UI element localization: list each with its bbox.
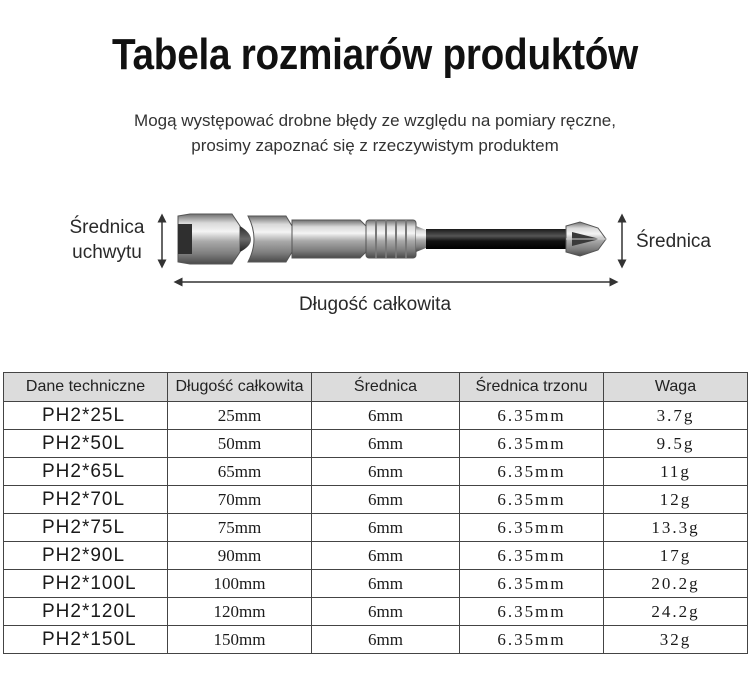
cell-model: PH2*70L (4, 486, 168, 514)
cell-length: 150mm (168, 626, 312, 654)
subtitle-line-2: prosimy zapoznać się z rzeczywistym produktem (191, 136, 559, 155)
cell-weight: 3.7g (604, 402, 748, 430)
cell-length: 65mm (168, 458, 312, 486)
cell-length: 25mm (168, 402, 312, 430)
cell-model: PH2*100L (4, 570, 168, 598)
header-diameter: Średnica (312, 373, 460, 402)
cell-length: 120mm (168, 598, 312, 626)
cell-diameter: 6mm (312, 570, 460, 598)
table-header-row (4, 373, 748, 402)
cell-length: 70mm (168, 486, 312, 514)
cell-shank-diameter: 6.35mm (460, 626, 604, 654)
cell-shank-diameter: 6.35mm (460, 430, 604, 458)
cell-model: PH2*25L (4, 402, 168, 430)
cell-length: 75mm (168, 514, 312, 542)
cell-length: 50mm (168, 430, 312, 458)
page-subtitle (0, 108, 750, 158)
cell-diameter: 6mm (312, 542, 460, 570)
cell-shank-diameter: 6.35mm (460, 458, 604, 486)
tip-diameter-label: Średnica (636, 231, 711, 252)
cell-weight: 32g (604, 626, 748, 654)
cell-shank-diameter: 6.35mm (460, 542, 604, 570)
table-row (4, 598, 748, 626)
knurled-collar (366, 220, 426, 258)
cell-length: 100mm (168, 570, 312, 598)
cell-diameter: 6mm (312, 430, 460, 458)
cell-weight: 9.5g (604, 430, 748, 458)
cell-weight: 20.2g (604, 570, 748, 598)
table-row (4, 570, 748, 598)
table-body (4, 402, 748, 654)
table-row (4, 626, 748, 654)
header-total-length: Długość całkowita (168, 373, 312, 402)
hex-shank (178, 214, 366, 264)
black-shaft (426, 229, 566, 249)
table-row (4, 458, 748, 486)
table-row (4, 486, 748, 514)
specification-table (3, 372, 748, 654)
cell-model: PH2*120L (4, 598, 168, 626)
cell-weight: 13.3g (604, 514, 748, 542)
cell-model: PH2*65L (4, 458, 168, 486)
cell-diameter: 6mm (312, 486, 460, 514)
cell-diameter: 6mm (312, 458, 460, 486)
total-length-label: Długość całkowita (298, 294, 452, 315)
cell-diameter: 6mm (312, 514, 460, 542)
subtitle-line-1: Mogą występować drobne błędy ze względu na pomiary ręczne, (134, 111, 616, 130)
cell-diameter: 6mm (312, 402, 460, 430)
cell-weight: 12g (604, 486, 748, 514)
cell-shank-diameter: 6.35mm (460, 514, 604, 542)
cell-diameter: 6mm (312, 626, 460, 654)
cell-model: PH2*90L (4, 542, 168, 570)
cell-shank-diameter: 6.35mm (460, 598, 604, 626)
grip-diameter-label (62, 215, 152, 265)
cell-diameter: 6mm (312, 598, 460, 626)
grip-label-line-2: uchwytu (72, 242, 142, 263)
cell-length: 90mm (168, 542, 312, 570)
cell-weight: 17g (604, 542, 748, 570)
cell-model: PH2*75L (4, 514, 168, 542)
cell-shank-diameter: 6.35mm (460, 402, 604, 430)
table-row (4, 402, 748, 430)
cell-model: PH2*50L (4, 430, 168, 458)
cell-shank-diameter: 6.35mm (460, 570, 604, 598)
cell-weight: 11g (604, 458, 748, 486)
phillips-tip (566, 222, 606, 256)
table-row (4, 514, 748, 542)
cell-model: PH2*150L (4, 626, 168, 654)
header-weight: Waga (604, 373, 748, 402)
cell-weight: 24.2g (604, 598, 748, 626)
header-shank-diameter: Średnica trzonu (460, 373, 604, 402)
table-row (4, 430, 748, 458)
page-title: Tabela rozmiarów produktów (112, 30, 638, 79)
grip-label-line-1: Średnica (69, 217, 145, 238)
cell-shank-diameter: 6.35mm (460, 486, 604, 514)
table-row (4, 542, 748, 570)
header-spec: Dane techniczne (4, 373, 168, 402)
